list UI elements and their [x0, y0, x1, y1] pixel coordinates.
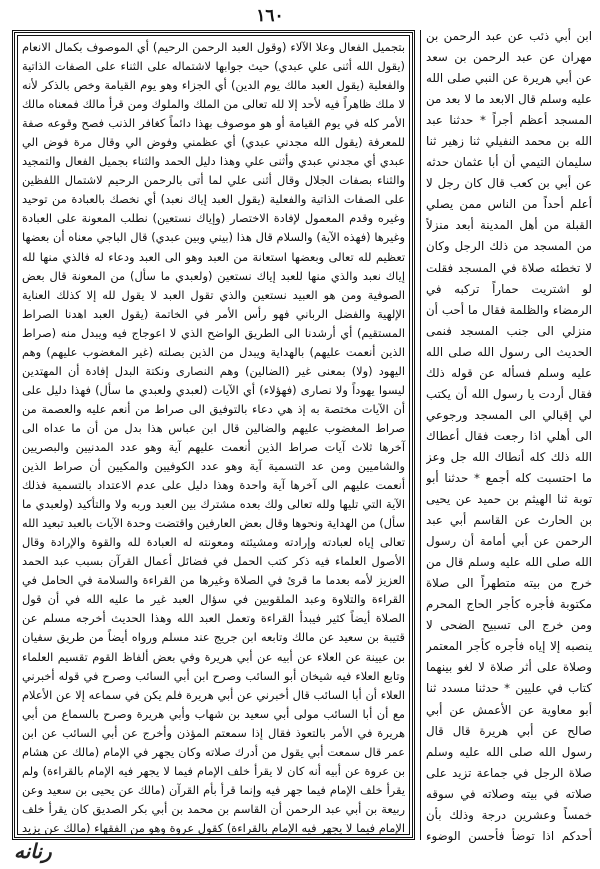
main-hadith-text: ابن أبي ذئب عن عبد الرحمن بن مهران عن عبد الرحمن بن سعد عن أبي هريرة عن النبي صلى الله عليه وسلم قال الابعد ما لا بعد من المسجد أعظم أجراً * حدثنا عبد الله بن محمد النفيلي ثنا زهير ثنا سليمان التيمي أن أبا عثمان حدثه عن أبي بن كعب قال كان رجل لا أعلم أحداً من الناس ممن يصلي القبلة من أهل المدينة أبعد منزلاً من المسجد من ذلك الرجل وكان لا تخطئه صلاة في المسجد فقلت لو اشتريت حماراً تركبه في الرمضاء والظلمة فقال ما أحب أن منزلي الى جنب المسجد فنمى الحديث الى رسول الله صلى الله عليه وسلم فسأله عن قوله ذلك فقال أردت يا رسول الله أن يكتب لي إقبالي الى المسجد ورجوعي الى أهلي اذا رجعت فقال أعطاك الله ذلك كله أنطاك الله جل وعز ما احتسبت كله أجمع * حدثنا أبو توبة ثنا الهيثم بن حميد عن يحيى بن الحارث عن القاسم أبي عبد الرحمن عن أبي أمامة أن رسول الله صلى الله عليه وسلم قال من خرج من بيته متطهراً الى صلاة مكتوبة فأجره كأجر الحاج المحرم ومن خرج الى تسبيح الضحى لا ينصبه إلا إياه فأجره كأجر المعتمر وصلاة على أثر صلاة لا لغو بينهما كتاب في عليين * حدثنا مسدد ثنا أبو معاوية عن الأعمش عن أبي صالح عن أبي هريرة قال قال رسول الله صلى الله عليه وسلم صلاة الرجل في جماعة تزيد على صلاته في بيته وصلاته في سوقه خمساً وعشرين درجة وذلك بأن أحدكم اذا توضأ فأحسن الوضوء: [426, 29, 592, 843]
commentary-box: [12, 30, 415, 840]
commentary-text: بتجميل الفعال وعلا الآلاء (وقول العبد الرحمن الرحيم) أي الموصوف بكمال الانعام (يقول الله أثنى علي عبدي) حيث جوابها لاشتماله على الثناء على الصفات الذاتية والفعلية (يقول العبد مالك يوم الدين) أي الجزاء وهو يوم القيامة وخص بالذكر لأنه لا ملك ظاهراً فيه لأحد إلا لله تعالى من الملك والملوك ومن قرأ مالك فمعناه مالك الأمر كله في يوم القيامة أو هو موصوف بهذا دائماً كغافر الذنب فصح وقوعه صفة للمعرفة (يقول الله مجدني عبدي) أي عظمني وفوض الي وقال مرة فوض الي عبدي أي مجدني عبدي وأثنى علي وهذا دليل الحمد والثناء بجميل الفعال والتمجيد والثناء بصفات الجلال وقال أثنى علي لما أتى بالرحمن الرحيم لاشتمال اللفظين على الصفات الذاتية والفعلية (يقول العبد إياك نعبد) أي نخصك بالعبادة من توحيد وغيره وقدم المعمول لإفادة الاختصار (وإياك نستعين) نطلب المعونة على العبادة وغيرها (فهذه الآية) والسلام قال هذا (بيني وبين عبدي) قال الباجي معناه أن بعضها تعظيم لله تعالى وبعضها استعانة من العبد وهو الى العبد ودعاء له فالذي منها لله إياك نعبد والذي منها للعبد إياك نستعين (ولعبدي ما سأل) من المعونة قال بعض الصوفية ومن هو العبيد نستعين والذي تقول العبد لا يقول لله إلا كذلك العناية الإلهية والفضل الرباني فهو رأس الأمر في الخاتمة (يقول العبد اهدنا الصراط المستقيم) أي أرشدنا الى الطريق الواضح الذي لا اعوجاج فيه ويبدل منه (صراط الذين أنعمت عليهم) بالهداية ويبدل من الذين بصلته (غير المغضوب عليهم) وهم اليهود (ولا) بمعنى غير (الضالين) وهم النصارى ونكتة البدل إفادة أن المهتدين ليسوا يهوداً ولا نصارى (فهؤلاء) أي الآيات (لعبدي ولعبدي ما سأل) فهذا دليل على أن الآيات مختصة به إذ هي دعاء بالتوفيق الى صراط من أنعم عليه والعصمة من صراط المغضوب عليهم والضالين قال ابن عباس هذا بدل من أن ما عداه الى آخرها ثلاث آيات صراط الذين أنعمت عليهم آية وهو عدد المدنيين والبصريين والشاميين ومن عد التسمية آية وهو عدد الكوفيين والمكيين أن صراط الذين أنعمت عليهم الى آخرها آية واحدة وهذا دليل على عدم الاعتداد بالتسمية فذلك الآية التي تليها ولله تعالى ولك بعده مشترك بين العبد وربه ولا والتأكيد (ولعبدي ما سأل) من الهداية ونحوها وقال بعض العارفين واقتضت وحدة الآيات بالعبد تبعيد الله تعالى إياه لعبادته وإرادته ومشيئته ومعونته له العبادة لله والقوة والإرادة وقال الأصول العلماء فيه ذكر كتب الحمل في فضائل أعمال القرآن بسبب عبد الحمد العزيز لأمه بعدما ما قرئ في الصلاة وغيرها من القراءة والسلامة في الحامل في القراءة والتلاوة وعبد الملقوبين في سؤال العبد غير ما عليه الله في أن قول الصلاة أيضاً كثير فيبدأ القراءة وتعمل العبد الله وهذا الحديث أخرجه مسلم عن قتيبة بن سعيد عن مالك وتابعه ابن جريج عند مسلم ورواه أيضاً من طريق سفيان بن عيينة عن العلاء عن أبيه عن أبي هريرة وفي بعض ألفاظ القوم تقسيم العلماء وتابع العلاء فيه شيخان أبو السائب وصرح ابن أبي السائب وصرح في قوله أخبرني العلاء أن أبا السائب قال أخبرني عن أبي هريرة فلم يكن في سماعه إلا عن الأعلام مع أن أبا السائب مولى أبي سعيد بن شهاب وأبي هريرة وصرح بالسماع من أبي هريرة في الأمر بالتعوذ فقال إذا سمعتم المؤذن وأخرج عن أبي السائب عن ابن عمر قال سمعت أبي يقول من أدرك صلاته وكان يجهر في الإمام (مالك عن هشام بن عروة عن أبيه أنه كان لا يقرأ خلف الإمام فيما لا يجهر فيه الإمام بالقراءة) ولم يقرأ خلف الإمام فيما جهر فيه وإنما قرأ بأم القرآن (مالك عن يحيى بن سعيد وعن ربيعة بن أبي عبد الرحمن أن القاسم بن محمد بن أبي بكر الصديق كان يقرأ خلف الإمام فيما لا يجهر فيه الإمام بالقراءة) كقول عروة وهو من الفقهاء (مالك عن يزيد: [22, 40, 405, 835]
corner-mark: رنانه: [14, 839, 52, 863]
column-divider: [420, 30, 421, 840]
page-number: ١٦٠: [256, 6, 284, 26]
main-hadith-column: [426, 26, 592, 844]
